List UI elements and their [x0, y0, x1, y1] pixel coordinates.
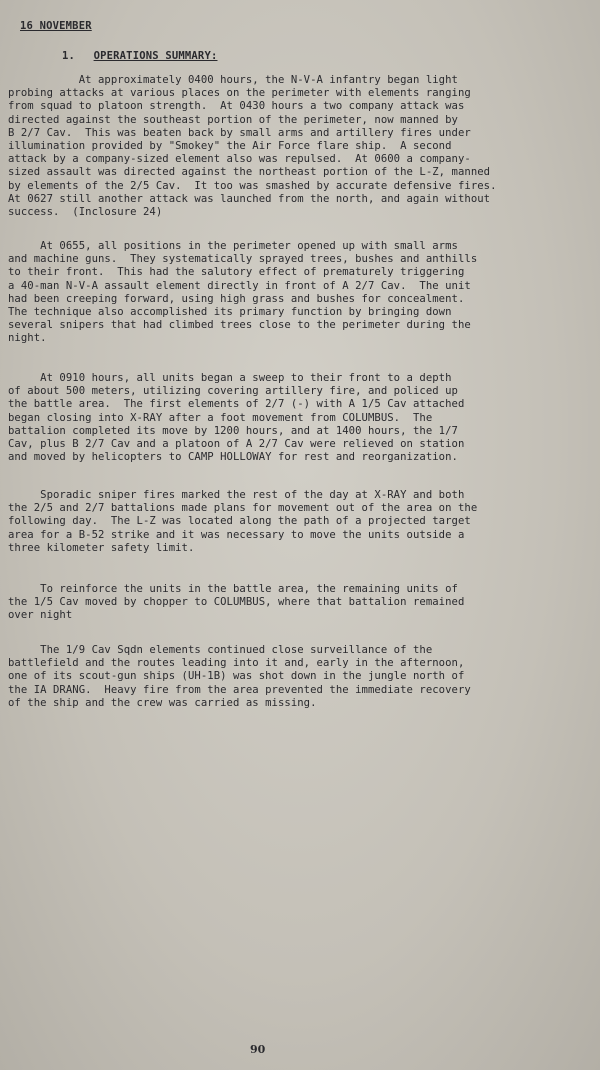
- text-line: probing attacks at various places on the perimeter with elements ranging: [8, 87, 471, 100]
- text-line: the IA DRANG. Heavy fire from the area prevented the immediate recovery: [8, 683, 471, 696]
- text-line: had been creeping forward, using high grass and bushes for concealment.: [8, 292, 465, 305]
- text-line: several snipers that had climbed trees close to the perimeter during the: [8, 319, 471, 332]
- text-line: of the ship and the crew was carried as missing.: [8, 696, 317, 709]
- text-line: over night: [8, 609, 73, 622]
- text-line: Cav, plus B 2/7 Cav and a platoon of A 2/7 Cav were relieved on station: [8, 438, 465, 451]
- text-line: one of its scout-gun ships (UH-1B) was shot down in the jungle north of: [8, 670, 465, 683]
- text-line: success. (Inclosure 24): [8, 206, 163, 219]
- section-title: OPERATIONS SUMMARY:: [93, 50, 218, 62]
- text-line: sized assault was directed against the northeast portion of the L-Z, manned: [8, 166, 491, 179]
- text-line: following day. The L-Z was located along the path of a projected target: [8, 515, 471, 528]
- text-line: At 0655, all positions in the perimeter opened up with small arms: [8, 240, 458, 252]
- text-line: illumination provided by "Smokey" the Air Force flare ship. A second: [8, 140, 452, 153]
- page-number: 90: [250, 1043, 266, 1056]
- text-line: the 1/5 Cav moved by chopper to COLUMBUS, where that battalion remained: [8, 596, 465, 609]
- text-line: by elements of the 2/5 Cav. It too was smashed by accurate defensive fires.: [8, 179, 497, 192]
- paragraph-6: [8, 644, 592, 710]
- text-line: area for a B-52 strike and it was necessary to move the units outside a: [8, 528, 465, 541]
- text-line: directed against the southeast portion of the perimeter, now manned by: [8, 113, 458, 126]
- paragraph-4: [8, 489, 592, 555]
- text-line: of about 500 meters, utilizing covering artillery fire, and policed up: [8, 385, 458, 398]
- paragraph-2: [8, 240, 592, 346]
- text-line: attack by a company-sized element also was repulsed. At 0600 a company-: [8, 153, 471, 166]
- date-heading: 16 NOVEMBER: [20, 20, 92, 32]
- text-line: At approximately 0400 hours, the N-V-A infantry began light: [8, 74, 458, 86]
- text-line: to their front. This had the salutory effect of prematurely triggering: [8, 266, 465, 279]
- text-line: three kilometer safety limit.: [8, 541, 195, 554]
- paragraph-5: [8, 583, 592, 623]
- text-line: Sporadic sniper fires marked the rest of the day at X-RAY and both: [8, 489, 465, 501]
- text-line: from squad to platoon strength. At 0430 hours a two company attack was: [8, 100, 465, 113]
- text-line: the battle area. The first elements of 2/7 (-) with A 1/5 Cav attached: [8, 398, 465, 411]
- text-line: At 0910 hours, all units began a sweep to their front to a depth: [8, 372, 452, 384]
- paragraph-1: [8, 74, 592, 219]
- section-number: 1.: [62, 50, 76, 62]
- paragraph-3: [8, 372, 592, 464]
- text-line: battlefield and the routes leading into it and, early in the afternoon,: [8, 657, 465, 670]
- text-line: night.: [8, 332, 47, 345]
- text-line: The 1/9 Cav Sqdn elements continued close surveillance of the: [8, 644, 433, 656]
- text-line: battalion completed its move by 1200 hours, and at 1400 hours, the 1/7: [8, 424, 458, 437]
- text-line: a 40-man N-V-A assault element directly in front of A 2/7 Cav. The unit: [8, 279, 471, 292]
- text-line: B 2/7 Cav. This was beaten back by small arms and artillery fires under: [8, 126, 471, 139]
- text-line: began closing into X-RAY after a foot movement from COLUMBUS. The: [8, 411, 433, 424]
- text-line: At 0627 still another attack was launched from the north, and again without: [8, 192, 491, 205]
- text-line: To reinforce the units in the battle area, the remaining units of: [8, 583, 458, 595]
- text-line: and machine guns. They systematically sprayed trees, bushes and anthills: [8, 253, 478, 266]
- section-heading: [62, 50, 218, 62]
- text-line: The technique also accomplished its primary function by bringing down: [8, 306, 452, 319]
- text-line: the 2/5 and 2/7 battalions made plans for movement out of the area on the: [8, 502, 478, 515]
- text-line: and moved by helicopters to CAMP HOLLOWAY for rest and reorganization.: [8, 451, 458, 464]
